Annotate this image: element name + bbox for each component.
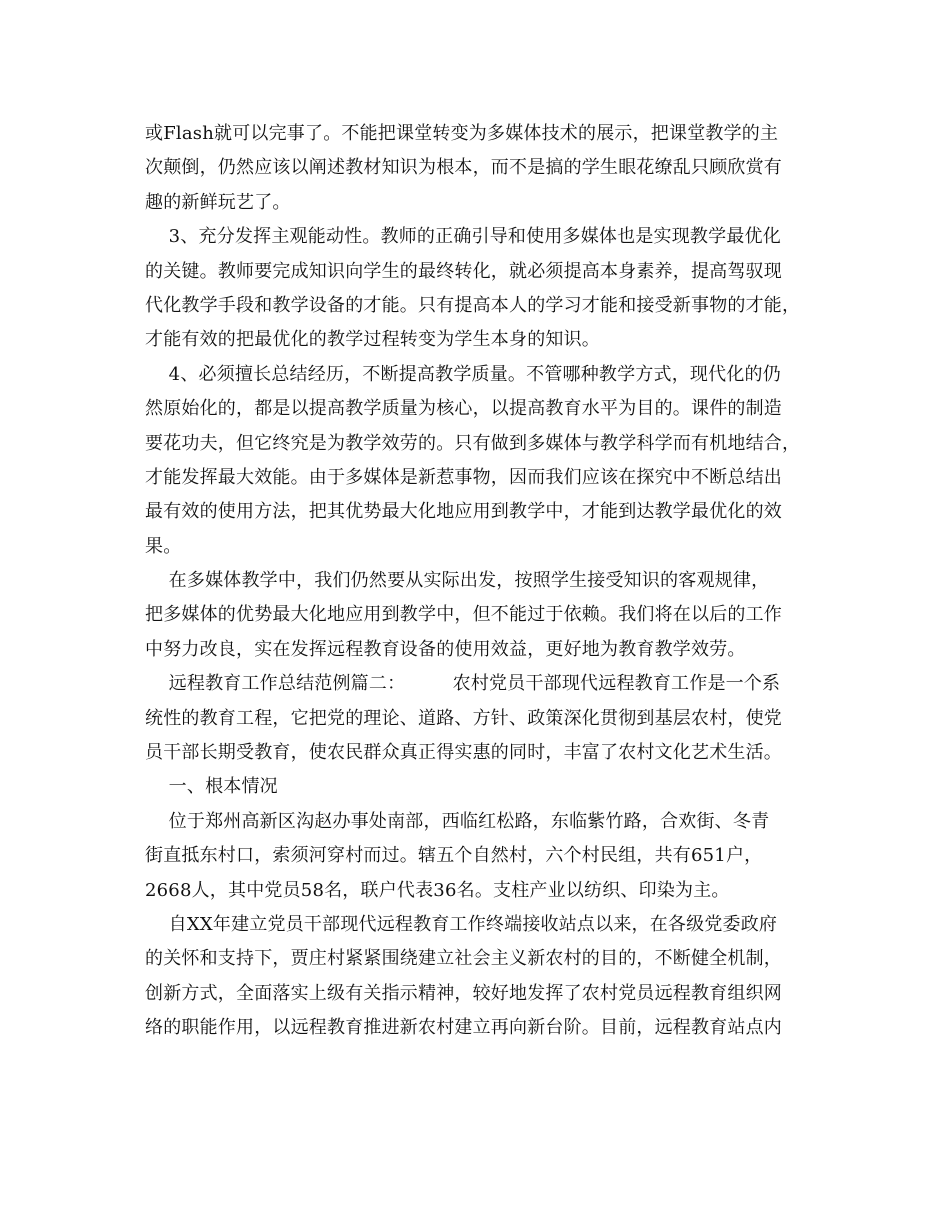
text-line: 统性的教育工程，它把党的理论、道路、方针、政策深化贯彻到基层农村，使党 [145, 707, 782, 729]
body-text [145, 117, 805, 1046]
text-line: 员干部长期受教育，使农民群众真正得实惠的同时，丰富了农村文化艺术生活。 [145, 742, 782, 764]
text-line: 次颠倒，仍然应该以阐述教材知识为根本，而不是搞的学生眼花缭乱只顾欣赏有 [145, 157, 782, 179]
text-line: 的关怀和支持下，贾庄村紧紧围绕建立社会主义新农村的目的，不断健全机制， [145, 948, 782, 970]
text-line: 要花功夫，但它终究是为教学效劳的。只有做到多媒体与教学科学而有机地结合， [145, 432, 801, 454]
text-line: 趣的新鲜玩艺了。 [145, 191, 291, 213]
text-line: 果。 [145, 535, 182, 557]
text-line: 位于郑州高新区沟赵办事处南部，西临红松路，东临紫竹路，合欢街、冬青 [145, 810, 770, 832]
text-line: 4、必须擅长总结经历，不断提高教学质量。不管哪种教学方式，现代化的仍 [145, 363, 781, 385]
text-line: 或Flash就可以完事了。不能把课堂转变为多媒体技术的展示，把课堂教学的主 [145, 123, 779, 144]
text-line: 创新方式，全面落实上级有关指示精神，较好地发挥了农村党员远程教育组织网 [145, 982, 782, 1004]
text-line: 络的职能作用，以远程教育推进新农村建立再向新台阶。目前，远程教育站点内 [145, 1017, 782, 1039]
text-line: 一、根本情况 [145, 776, 278, 798]
text-line: 才能有效的把最优化的教学过程转变为学生本身的知识。 [145, 329, 600, 351]
text-line: 街直抵东村口，索须河穿村而过。辖五个自然村，六个村民组，共有651户， [145, 845, 763, 867]
text-line: 然原始化的，都是以提高教学质量为核心，以提高教育水平为目的。课件的制造 [145, 398, 782, 420]
text-line: 3、充分发挥主观能动性。教师的正确引导和使用多媒体也是实现教学最优化 [145, 226, 781, 248]
text-line: 自XX年建立党员干部现代远程教育工作终端接收站点以来，在各级党委政府 [145, 913, 778, 935]
text-line: 2668人，其中党员58名，联户代表36名。支柱产业以纺织、印染为主。 [145, 879, 730, 901]
text-line: 才能发挥最大效能。由于多媒体是新惹事物，因而我们应该在探究中不断总结出 [145, 466, 782, 488]
text-line: 在多媒体教学中，我们仍然要从实际出发，按照学生接受知识的客观规律， [145, 570, 770, 592]
text-line: 最有效的使用方法，把其优势最大化地应用到教学中，才能到达教学最优化的效 [145, 501, 782, 523]
text-line: 远程教育工作总结范例篇二： 农村党员干部现代远程教育工作是一个系 [145, 673, 781, 695]
text-line: 把多媒体的优势最大化地应用到教学中，但不能过于依赖。我们将在以后的工作 [145, 604, 782, 626]
text-line: 代化教学手段和教学设备的才能。只有提高本人的学习才能和接受新事物的才能， [145, 294, 801, 316]
text-line: 中努力改良，实在发挥远程教育设备的使用效益，更好地为教育教学效劳。 [145, 638, 746, 660]
text-line: 的关键。教师要完成知识向学生的最终转化，就必须提高本身素养，提高驾驭现 [145, 260, 782, 282]
